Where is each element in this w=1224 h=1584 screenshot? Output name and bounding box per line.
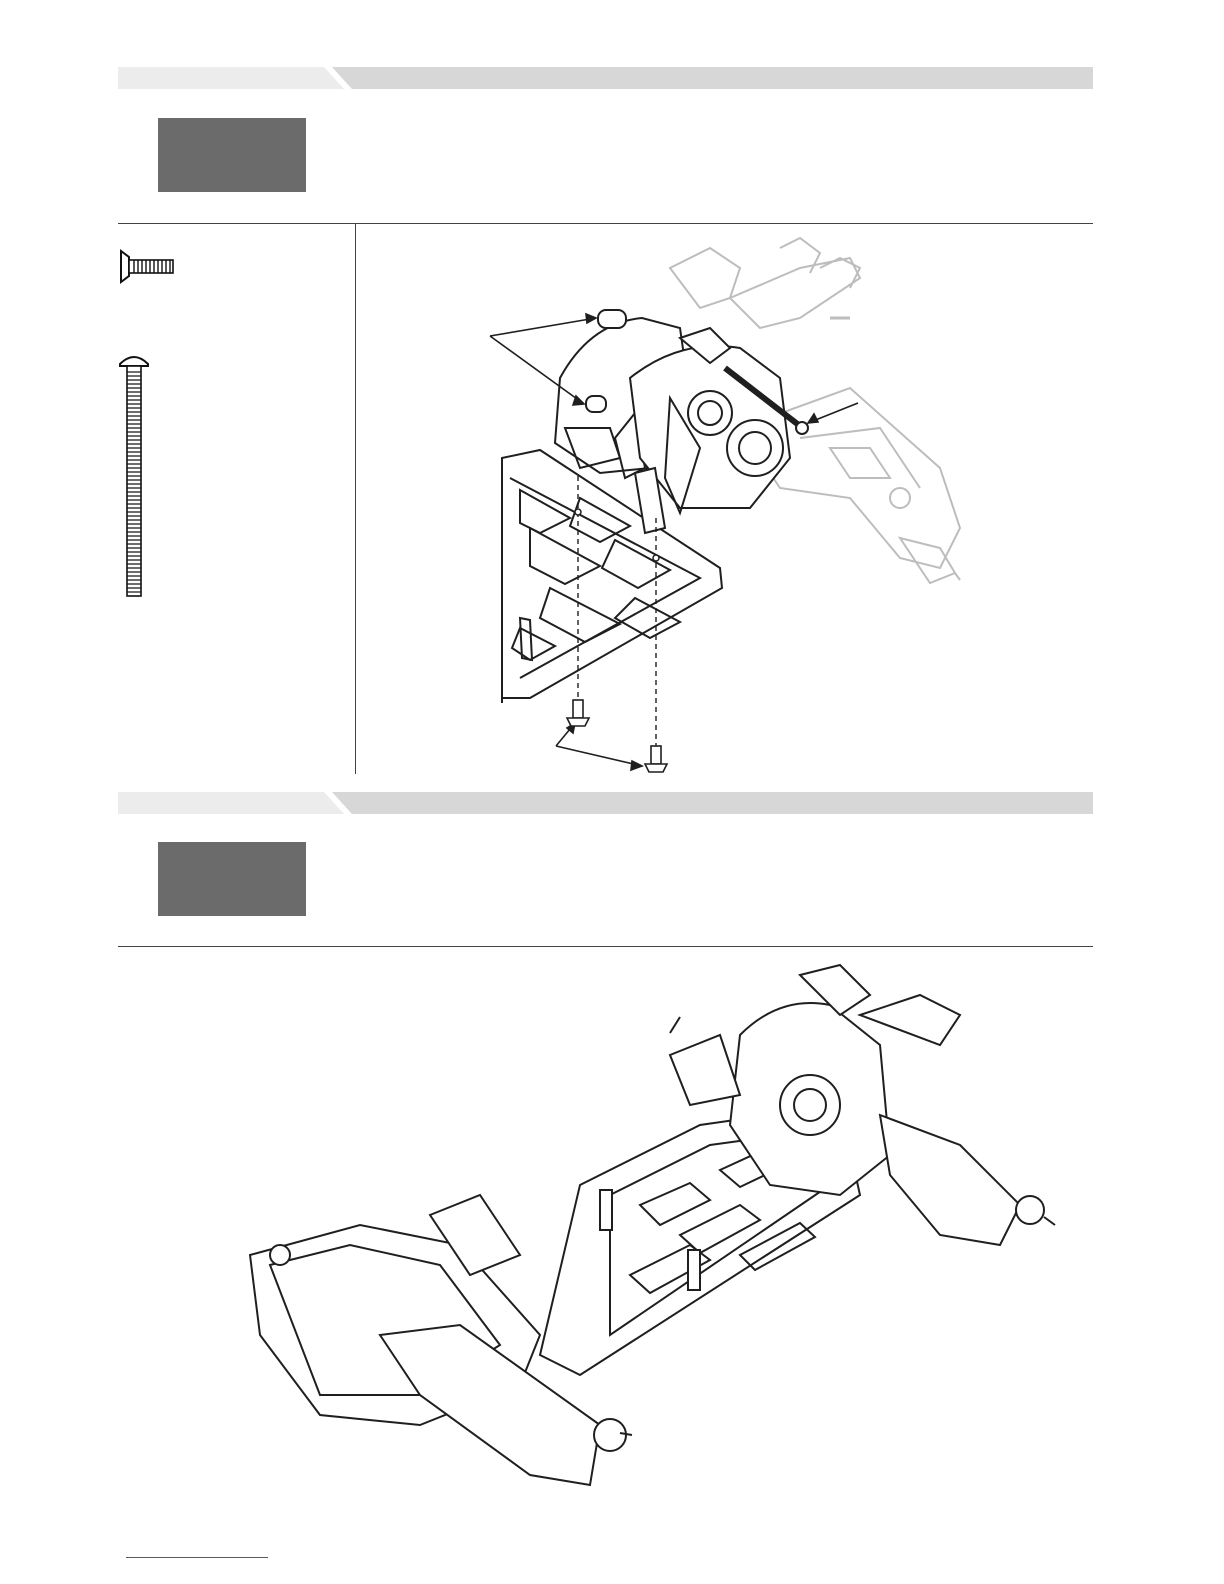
rear-gearbox-assembly-diagram [380, 228, 1080, 793]
rear-hub-left [670, 1035, 740, 1105]
rear-arm-right [880, 1115, 1020, 1245]
long-button-head-screw-icon [118, 352, 150, 607]
step-number-box-1 [158, 118, 306, 192]
section-banner-2 [118, 792, 1093, 814]
section-divider-1 [118, 223, 1093, 224]
step-number-box-2 [158, 842, 306, 916]
completed-chassis-diagram [240, 955, 1060, 1520]
flat-head-screw-icon [116, 248, 178, 291]
small-screws [567, 700, 667, 772]
parts-panel-divider [355, 224, 356, 774]
section-banner-1 [118, 67, 1093, 89]
gearbox-bulkhead [555, 318, 790, 533]
section-divider-2 [118, 946, 1093, 947]
footer-link-underline[interactable] [126, 1557, 268, 1558]
